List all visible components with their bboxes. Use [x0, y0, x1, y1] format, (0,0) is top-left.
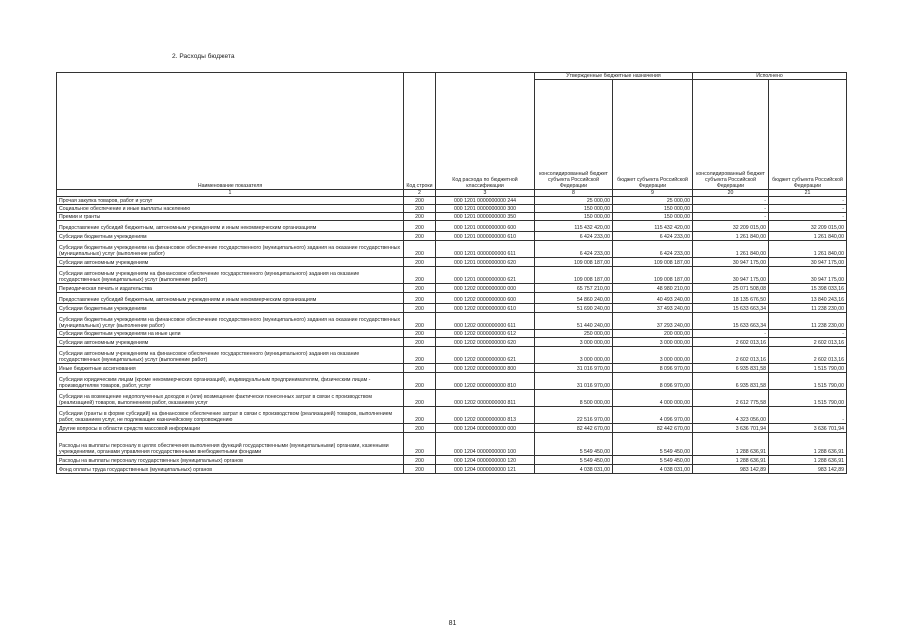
table-row [57, 390, 847, 407]
row-executed-consolidated: 983 142,89 [693, 465, 769, 474]
row-assigned-subject: 40 493 240,00 [613, 293, 693, 304]
table-row [57, 330, 847, 338]
row-code: 200 [404, 364, 436, 373]
row-name: Фонд оплаты труда государственных (муниципальных) органов [57, 465, 404, 474]
row-assigned-subject: 3 000 000,00 [613, 338, 693, 347]
row-name: Предоставление субсидий бюджетным, автономным учреждениям и иным некоммерческим организациям [57, 293, 404, 304]
row-code: 200 [404, 407, 436, 424]
table-row [57, 424, 847, 433]
row-name: Субсидии автономным учреждениям [57, 258, 404, 267]
header-executed-consolidated: консолидированный бюджет субъекта Российской Федерации [693, 80, 769, 190]
header-assigned-consolidated: консолидированный бюджет субъекта Российской Федерации [535, 80, 613, 190]
row-code: 200 [404, 293, 436, 304]
row-assigned-consolidated: 150 000,00 [535, 205, 613, 213]
table-row [57, 205, 847, 213]
row-assigned-consolidated: 25 000,00 [535, 197, 613, 205]
row-executed-consolidated: 2 602 013,16 [693, 347, 769, 364]
row-executed-consolidated: 2 612 775,58 [693, 390, 769, 407]
table-row [57, 433, 847, 456]
row-assigned-subject: 8 096 970,00 [613, 373, 693, 390]
row-assigned-subject: 82 442 670,00 [613, 424, 693, 433]
column-number-row [57, 190, 847, 197]
row-name: Субсидии бюджетным учреждениям [57, 304, 404, 313]
row-code: 200 [404, 338, 436, 347]
row-executed-subject: 30 947 175,00 [769, 267, 847, 284]
row-name: Социальное обеспечение и иные выплаты населению [57, 205, 404, 213]
row-classification: 000 1202 0000000000 810 [436, 373, 535, 390]
row-classification: 000 1201 0000000000 620 [436, 258, 535, 267]
row-executed-subject: 1 288 636,91 [769, 433, 847, 456]
row-assigned-consolidated: 51 690 240,00 [535, 304, 613, 313]
row-name: Субсидии на возмещение недополученных доходов и (или) возмещение фактически понесенных затрат в связи с производством (реализацией) товаров, выполнением работ, оказанием услуг [57, 390, 404, 407]
col-number: 21 [769, 190, 847, 197]
row-code: 200 [404, 205, 436, 213]
row-classification: 000 1201 0000000000 300 [436, 205, 535, 213]
row-assigned-subject: 6 424 233,00 [613, 232, 693, 241]
row-code: 200 [404, 267, 436, 284]
row-executed-consolidated: 1 261 840,00 [693, 241, 769, 258]
row-executed-subject: 983 142,89 [769, 465, 847, 474]
row-code: 200 [404, 241, 436, 258]
row-assigned-subject: 5 549 450,00 [613, 433, 693, 456]
row-classification: 000 1202 0000000000 620 [436, 338, 535, 347]
row-name: Периодическая печать и издательства [57, 284, 404, 293]
row-assigned-consolidated: 3 000 000,00 [535, 347, 613, 364]
table-row [57, 197, 847, 205]
row-assigned-subject: 48 980 210,00 [613, 284, 693, 293]
row-executed-subject: - [769, 205, 847, 213]
row-executed-consolidated: 30 947 175,00 [693, 258, 769, 267]
col-number: 8 [535, 190, 613, 197]
row-executed-consolidated: - [693, 197, 769, 205]
col-number: 2 [404, 190, 436, 197]
row-classification: 000 1204 0000000000 000 [436, 424, 535, 433]
row-assigned-consolidated: 22 516 970,00 [535, 407, 613, 424]
row-executed-consolidated: 18 135 676,50 [693, 293, 769, 304]
row-name: Субсидии автономным учреждениям [57, 338, 404, 347]
row-assigned-subject: 3 000 000,00 [613, 347, 693, 364]
row-code: 200 [404, 433, 436, 456]
header-name: Наименование показателя [57, 73, 404, 190]
row-executed-subject: - [769, 330, 847, 338]
row-executed-subject: 13 840 243,16 [769, 293, 847, 304]
row-name: Субсидии бюджетным учреждениям на финансовое обеспечение государственного (муниципального) задания на оказание государственных (муниципальных) услуг (выполнение работ) [57, 313, 404, 330]
row-executed-consolidated: 1 288 636,91 [693, 433, 769, 456]
row-assigned-consolidated: 6 424 233,00 [535, 241, 613, 258]
row-assigned-consolidated: 150 000,00 [535, 213, 613, 221]
row-code: 200 [404, 304, 436, 313]
section-title: 2. Расходы бюджета [172, 53, 235, 60]
row-code: 200 [404, 221, 436, 232]
row-executed-subject: 11 238 230,00 [769, 313, 847, 330]
row-name: Другие вопросы в области средств массовой информации [57, 424, 404, 433]
row-assigned-consolidated: 4 038 031,00 [535, 465, 613, 474]
row-code: 200 [404, 258, 436, 267]
row-assigned-subject: 4 038 031,00 [613, 465, 693, 474]
row-name: Премии и гранты [57, 213, 404, 221]
col-number: 20 [693, 190, 769, 197]
row-classification: 000 1201 0000000000 611 [436, 241, 535, 258]
row-executed-subject: - [769, 197, 847, 205]
table-row [57, 373, 847, 390]
table-row [57, 241, 847, 258]
row-code: 200 [404, 232, 436, 241]
row-classification: 000 1201 0000000000 600 [436, 221, 535, 232]
row-code: 200 [404, 465, 436, 474]
table-row [57, 221, 847, 232]
row-classification: 000 1202 0000000000 800 [436, 364, 535, 373]
row-executed-subject: 32 209 015,00 [769, 221, 847, 232]
table-row [57, 258, 847, 267]
header-executed-subject: бюджет субъекта Российской Федерации [769, 80, 847, 190]
table-row [57, 456, 847, 465]
row-classification: 000 1201 0000000000 244 [436, 197, 535, 205]
row-executed-subject: 2 602 013,16 [769, 338, 847, 347]
row-code: 200 [404, 197, 436, 205]
header-assigned-subject: бюджет субъекта Российской Федерации [613, 80, 693, 190]
row-executed-consolidated: 4 323 056,00 [693, 407, 769, 424]
table-row [57, 465, 847, 474]
row-classification: 000 1201 0000000000 610 [436, 232, 535, 241]
row-assigned-subject: 6 424 233,00 [613, 241, 693, 258]
row-assigned-consolidated: 51 440 240,00 [535, 313, 613, 330]
row-assigned-subject: 115 432 420,00 [613, 221, 693, 232]
row-name: Субсидии автономным учреждениям на финансовое обеспечение государственного (муниципального) задания на оказание государственных (муниципальных) услуг (выполнение работ) [57, 267, 404, 284]
row-classification: 000 1202 0000000000 612 [436, 330, 535, 338]
row-name: Субсидии (гранты в форме субсидий) на финансовое обеспечение затрат в связи с производством (реализацией) товаров, выполнением работ, оказанием услуг, не подлежащие казначейскому сопровождению [57, 407, 404, 424]
row-assigned-subject: 37 293 240,00 [613, 313, 693, 330]
row-name: Субсидии автономным учреждениям на финансовое обеспечение государственного (муниципального) задания на оказание государственных (муниципальных) услуг (выполнение работ) [57, 347, 404, 364]
row-name: Субсидии юридическим лицам (кроме некоммерческих организаций), индивидуальным предпринимателям, физическим лицам - производителям товаров, работ, услуг [57, 373, 404, 390]
header-group-executed: Исполнено [693, 73, 847, 80]
row-executed-subject: 1 261 840,00 [769, 241, 847, 258]
row-code: 200 [404, 347, 436, 364]
row-name: Расходы на выплаты персоналу государственных (муниципальных) органов [57, 456, 404, 465]
row-classification: 000 1204 0000000000 100 [436, 433, 535, 456]
row-assigned-consolidated: 54 860 240,00 [535, 293, 613, 304]
row-name: Субсидии бюджетным учреждениям на иные цели [57, 330, 404, 338]
row-executed-consolidated: 15 633 663,34 [693, 313, 769, 330]
table-row [57, 304, 847, 313]
row-code: 200 [404, 390, 436, 407]
row-executed-consolidated: 2 602 013,16 [693, 338, 769, 347]
row-classification: 000 1202 0000000000 811 [436, 390, 535, 407]
col-number: 1 [57, 190, 404, 197]
row-name: Субсидии бюджетным учреждениям на финансовое обеспечение государственного (муниципального) задания на оказание государственных (муниципальных) услуг (выполнение работ) [57, 241, 404, 258]
table-row [57, 284, 847, 293]
row-executed-subject: 30 947 175,00 [769, 258, 847, 267]
row-executed-consolidated: 3 636 701,94 [693, 424, 769, 433]
row-executed-subject: 1 515 790,00 [769, 390, 847, 407]
table-row [57, 347, 847, 364]
row-code: 200 [404, 456, 436, 465]
row-assigned-consolidated: 31 016 970,00 [535, 373, 613, 390]
row-name: Прочая закупка товаров, работ и услуг [57, 197, 404, 205]
row-classification: 000 1202 0000000000 610 [436, 304, 535, 313]
table-row [57, 364, 847, 373]
expenses-table [56, 72, 847, 474]
row-executed-consolidated: - [693, 330, 769, 338]
header-code: Код строки [404, 73, 436, 190]
row-code: 200 [404, 213, 436, 221]
row-assigned-consolidated: 8 500 000,00 [535, 390, 613, 407]
table-row [57, 313, 847, 330]
row-executed-consolidated: 32 209 015,00 [693, 221, 769, 232]
row-code: 200 [404, 373, 436, 390]
row-executed-consolidated: - [693, 205, 769, 213]
row-assigned-consolidated: 109 008 187,00 [535, 258, 613, 267]
row-executed-subject: - [769, 407, 847, 424]
row-executed-consolidated: 15 633 663,34 [693, 304, 769, 313]
row-executed-subject: - [769, 213, 847, 221]
row-executed-subject: 3 636 701,94 [769, 424, 847, 433]
row-code: 200 [404, 424, 436, 433]
row-classification: 000 1201 0000000000 621 [436, 267, 535, 284]
row-classification: 000 1204 0000000000 121 [436, 465, 535, 474]
row-assigned-subject: 4 000 000,00 [613, 390, 693, 407]
row-assigned-subject: 109 008 187,00 [613, 258, 693, 267]
row-executed-subject: 2 602 013,16 [769, 347, 847, 364]
row-assigned-subject: 109 008 187,00 [613, 267, 693, 284]
row-assigned-consolidated: 65 757 210,00 [535, 284, 613, 293]
table-row [57, 267, 847, 284]
row-assigned-subject: 150 000,00 [613, 213, 693, 221]
row-executed-consolidated: 6 935 831,58 [693, 364, 769, 373]
table-row [57, 232, 847, 241]
row-code: 200 [404, 284, 436, 293]
row-code: 200 [404, 313, 436, 330]
row-name: Субсидии бюджетным учреждениям [57, 232, 404, 241]
row-assigned-consolidated: 109 008 187,00 [535, 267, 613, 284]
table-row [57, 293, 847, 304]
row-executed-consolidated: 25 071 508,08 [693, 284, 769, 293]
row-executed-consolidated: - [693, 213, 769, 221]
table-row [57, 213, 847, 221]
row-assigned-consolidated: 5 549 450,00 [535, 456, 613, 465]
row-executed-consolidated: 1 288 636,91 [693, 456, 769, 465]
row-assigned-subject: 150 000,00 [613, 205, 693, 213]
col-number: 9 [613, 190, 693, 197]
row-assigned-consolidated: 6 424 233,00 [535, 232, 613, 241]
row-assigned-subject: 5 549 450,00 [613, 456, 693, 465]
row-classification: 000 1202 0000000000 600 [436, 293, 535, 304]
header-group-assigned: Утвержденные бюджетные назначения [535, 73, 693, 80]
row-executed-subject: 1 515 790,00 [769, 364, 847, 373]
row-classification: 000 1201 0000000000 350 [436, 213, 535, 221]
row-classification: 000 1202 0000000000 813 [436, 407, 535, 424]
row-classification: 000 1202 0000000000 611 [436, 313, 535, 330]
row-executed-subject: 1 288 636,91 [769, 456, 847, 465]
row-code: 200 [404, 330, 436, 338]
row-executed-consolidated: 6 935 831,58 [693, 373, 769, 390]
row-classification: 000 1202 0000000000 621 [436, 347, 535, 364]
row-executed-consolidated: 30 947 175,00 [693, 267, 769, 284]
row-assigned-consolidated: 115 432 420,00 [535, 221, 613, 232]
row-name: Предоставление субсидий бюджетным, автономным учреждениям и иным некоммерческим организациям [57, 221, 404, 232]
row-executed-subject: 11 238 230,00 [769, 304, 847, 313]
col-number: 3 [436, 190, 535, 197]
row-executed-subject: 1 261 840,00 [769, 232, 847, 241]
row-assigned-subject: 8 096 970,00 [613, 364, 693, 373]
table-row [57, 338, 847, 347]
table-row [57, 407, 847, 424]
row-assigned-consolidated: 5 549 450,00 [535, 433, 613, 456]
row-assigned-consolidated: 31 016 970,00 [535, 364, 613, 373]
row-name: Иные бюджетные ассигнования [57, 364, 404, 373]
page-number: 81 [448, 620, 457, 627]
row-assigned-consolidated: 82 442 670,00 [535, 424, 613, 433]
row-executed-subject: 1 515 790,00 [769, 373, 847, 390]
row-assigned-subject: 4 096 970,00 [613, 407, 693, 424]
header-classification: Код расхода по бюджетной классификации [436, 73, 535, 190]
row-executed-consolidated: 1 261 840,00 [693, 232, 769, 241]
row-assigned-subject: 37 493 240,00 [613, 304, 693, 313]
row-assigned-subject: 25 000,00 [613, 197, 693, 205]
row-name: Расходы на выплаты персоналу в целях обеспечения выполнения функций государственными (муниципальными) органами, казенными учреждениями, органами управления государственными внебюджетными фондами [57, 433, 404, 456]
row-classification: 000 1202 0000000000 000 [436, 284, 535, 293]
row-classification: 000 1204 0000000000 120 [436, 456, 535, 465]
row-assigned-consolidated: 250 000,00 [535, 330, 613, 338]
row-assigned-consolidated: 3 000 000,00 [535, 338, 613, 347]
row-executed-subject: 15 398 033,16 [769, 284, 847, 293]
row-assigned-subject: 200 000,00 [613, 330, 693, 338]
